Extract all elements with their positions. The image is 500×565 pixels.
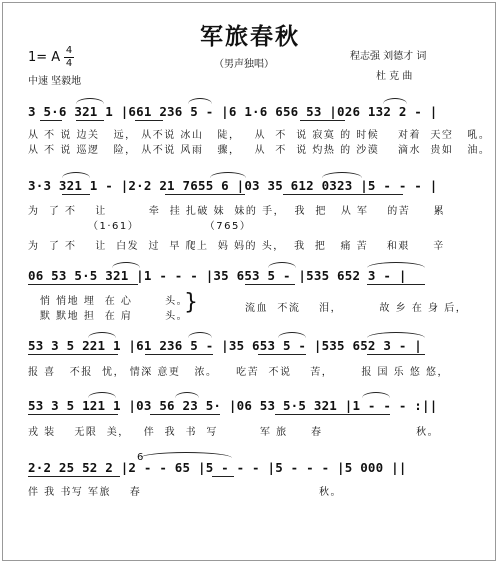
lyrics-line-6: 伴 我 书写 军旅 春 秋。 xyxy=(28,487,343,498)
slur-mark xyxy=(188,98,212,104)
time-signature-top: 4 xyxy=(65,45,73,56)
slur-mark xyxy=(367,332,425,338)
brace-mark: } xyxy=(184,290,198,315)
lyrics-line-1b: 从 不 说 巡逻 险， 从不说 风雨 骤， 从 不 说 灼热 的 沙漠 滴水 贵如 油。 xyxy=(28,145,491,156)
tie-mark xyxy=(140,452,232,458)
key-signature: 1= A xyxy=(28,50,61,65)
beam-line xyxy=(145,354,213,355)
beam-line xyxy=(62,194,90,195)
lyricist-credit: 程志强 刘德才 词 xyxy=(350,51,427,62)
slur-mark xyxy=(76,98,104,104)
slur-mark xyxy=(367,262,425,268)
slur-mark xyxy=(175,392,199,398)
slur-mark xyxy=(278,332,306,338)
notation-line-4: 53 3 5 221 1 |61 236 5 - |35 653 5 - |535 652 3 - | xyxy=(28,338,423,353)
beam-line xyxy=(367,354,425,355)
time-signature xyxy=(64,46,74,69)
beam-line xyxy=(135,120,163,121)
lyrics-line-3b: 默 默地 担 在 肩 头。 xyxy=(40,311,189,322)
beam-line xyxy=(28,354,118,355)
beam-line xyxy=(300,120,345,121)
slur-mark xyxy=(210,172,246,178)
notation-line-6: 2·2 25 52 2 |2 - - 65 |5 - - - |5 - - - |5 000 || xyxy=(28,460,407,475)
beam-line xyxy=(165,194,245,195)
beam-line xyxy=(28,284,138,285)
slur-mark xyxy=(383,98,407,104)
song-subtitle: （男声独唱） xyxy=(214,59,274,70)
beam-line xyxy=(283,194,403,195)
notation-line-2: 3·3 321 1 - |2·2 21 7655 6 |03 35 612 0323 |5 - - - | xyxy=(28,178,438,193)
notation-line-5: 53 3 5 121 1 |03 56 23 5· |06 53 5·5 321 |1 - - - :|| xyxy=(28,398,438,413)
song-title: 军旅春秋 xyxy=(200,24,300,50)
slur-mark xyxy=(188,332,212,338)
beam-line xyxy=(275,414,390,415)
lyrics-line-5: 戎 装 无限 美， 伴 我 书 写 军 旅 春 秋。 xyxy=(28,427,440,438)
lyrics-line-1a: 从 不 说 边关 远， 从不说 冰山 陡， 从 不 说 寂寞 的 时候 对着 天空 吼。 xyxy=(28,130,491,141)
beam-line xyxy=(40,120,62,121)
grace-note: 6 xyxy=(137,452,144,463)
slur-mark xyxy=(88,392,116,398)
slur-mark xyxy=(322,172,362,178)
lyrics-line-3c: 流血 不流 泪， 故 乡 在 身 后， xyxy=(245,303,468,314)
slur-mark xyxy=(62,172,90,178)
beam-line xyxy=(212,476,234,477)
beam-line xyxy=(367,284,425,285)
beam-line xyxy=(258,354,306,355)
lyrics-line-2b: 为 了 不 让 白发 过 早 爬上 妈 妈的 头， 我 把 痛 苦 和艰 辛 xyxy=(28,241,445,252)
tempo-marking: 中速 坚毅地 xyxy=(28,76,82,87)
beam-line xyxy=(76,120,104,121)
slur-mark xyxy=(268,262,296,268)
slur-mark xyxy=(112,262,140,268)
lyrics-line-2a: 为 了 不 让 牵 挂 扎破 妹 妹的 手， 我 把 从 军 的苦 累 xyxy=(28,206,446,217)
notation-line-3: 06 53 5·5 321 |1 - - - |35 653 5 - |535 652 3 - | xyxy=(28,268,407,283)
notation-line-1: 3 5·6 321 1 |661 236 5 - |6 1·6 656 53 |026 132 2 - | xyxy=(28,104,438,119)
lyrics-line-4: 报 喜 不报 忧， 情深 意更 浓。 吃苦 不说 苦， 报 国 乐 悠 悠， xyxy=(28,367,450,378)
composer-credit: 杜 克 曲 xyxy=(376,71,413,82)
lyrics-line-3a: 悄 悄地 埋 在 心 头。 xyxy=(40,296,189,307)
lyrics-line-2-variation: （1·61） （765） xyxy=(88,221,252,232)
time-signature-bottom: 4 xyxy=(65,58,73,69)
beam-line xyxy=(150,414,220,415)
slur-mark xyxy=(362,392,390,398)
beam-line xyxy=(245,284,295,285)
beam-line xyxy=(28,476,120,477)
beam-line xyxy=(28,414,118,415)
slur-mark xyxy=(88,332,116,338)
